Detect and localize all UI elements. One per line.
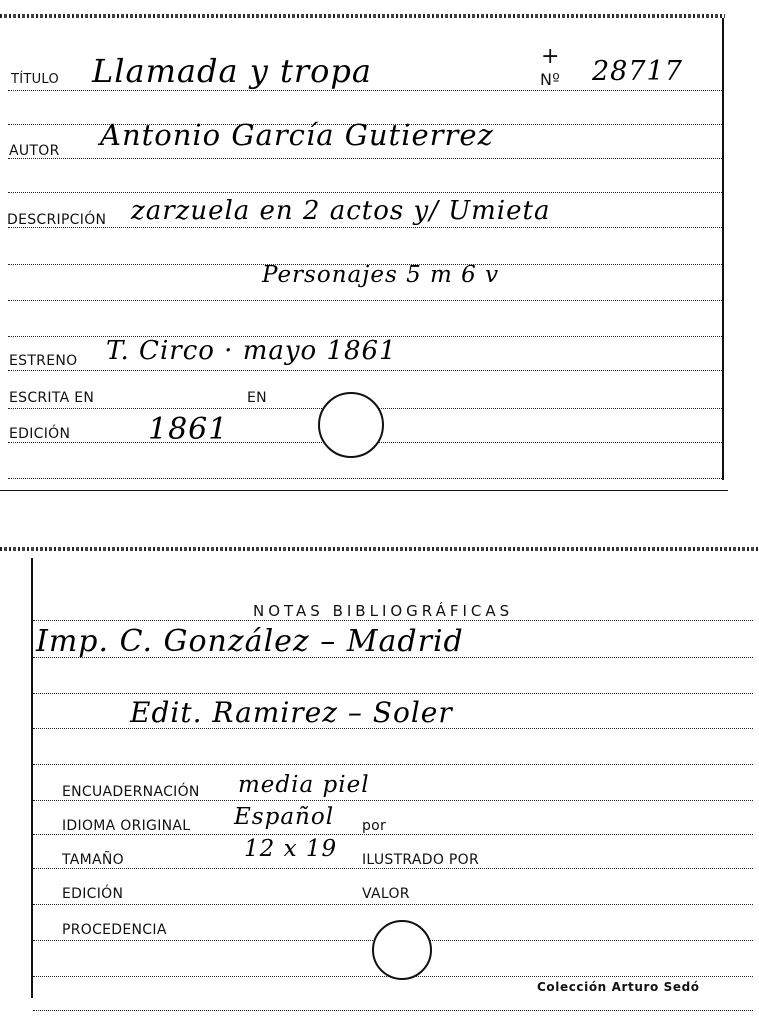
edicion-label: EDICIÓN xyxy=(62,886,124,902)
edicion-value: 1861 xyxy=(148,412,229,447)
rule-line xyxy=(8,90,722,91)
rule-line xyxy=(33,764,753,765)
rule-line xyxy=(33,800,753,801)
estreno-value: T. Circo · mayo 1861 xyxy=(106,336,397,366)
rule-line xyxy=(33,1010,753,1011)
rule-line xyxy=(8,300,722,301)
en-label: EN xyxy=(247,390,267,406)
rule-line xyxy=(33,868,753,869)
card-bottom-edge xyxy=(0,490,728,491)
rule-line xyxy=(33,904,753,905)
catalog-card-front xyxy=(0,0,759,500)
rule-line xyxy=(8,227,722,228)
personajes-value: Personajes 5 m 6 v xyxy=(262,262,500,288)
rule-line xyxy=(8,158,722,159)
rule-line xyxy=(33,620,753,621)
notas-line-1: Imp. C. González – Madrid xyxy=(36,624,464,659)
numero-value: 28717 xyxy=(592,56,683,87)
numero-cross-mark: + xyxy=(541,44,560,69)
titulo-label: TÍTULO xyxy=(11,72,60,87)
ilustrado-label: ILUSTRADO POR xyxy=(362,852,479,868)
card-right-border xyxy=(722,18,724,480)
tamano-label: TAMAÑO xyxy=(62,852,124,868)
rule-line xyxy=(8,192,722,193)
rule-line xyxy=(8,478,722,479)
punch-hole xyxy=(318,392,384,458)
rule-line xyxy=(33,693,753,694)
card-top-edge xyxy=(0,14,725,18)
rule-line xyxy=(8,370,722,371)
card-top-edge xyxy=(0,547,759,551)
autor-value: Antonio García Gutierrez xyxy=(100,118,494,152)
por-label: por xyxy=(362,818,387,834)
notas-line-2: Edit. Ramirez – Soler xyxy=(130,696,453,729)
catalog-card-back xyxy=(0,540,759,1028)
punch-hole xyxy=(372,920,432,980)
encuadernacion-value: media piel xyxy=(238,772,370,798)
titulo-value: Llamada y tropa xyxy=(92,52,372,90)
idioma-value: Español xyxy=(234,804,335,830)
edicion-label: EDICIÓN xyxy=(9,426,71,442)
coleccion-label: Colección Arturo Sedó xyxy=(537,980,700,994)
descripcion-value: zarzuela en 2 actos y/ Umieta xyxy=(131,196,551,226)
escrita-label: ESCRITA EN xyxy=(9,390,95,406)
encuadernacion-label: ENCUADERNACIÓN xyxy=(62,784,200,800)
descripcion-label: DESCRIPCIÓN xyxy=(7,212,107,228)
procedencia-label: PROCEDENCIA xyxy=(62,922,167,938)
card-left-border xyxy=(31,558,33,998)
idioma-label: IDIOMA ORIGINAL xyxy=(62,818,191,834)
estreno-label: ESTRENO xyxy=(9,353,78,369)
valor-label: VALOR xyxy=(362,886,410,902)
numero-label: Nº xyxy=(540,70,561,89)
rule-line xyxy=(33,834,753,835)
autor-label: AUTOR xyxy=(9,143,60,159)
notas-heading: NOTAS BIBLIOGRÁFICAS xyxy=(253,602,514,620)
tamano-value: 12 x 19 xyxy=(244,836,338,862)
